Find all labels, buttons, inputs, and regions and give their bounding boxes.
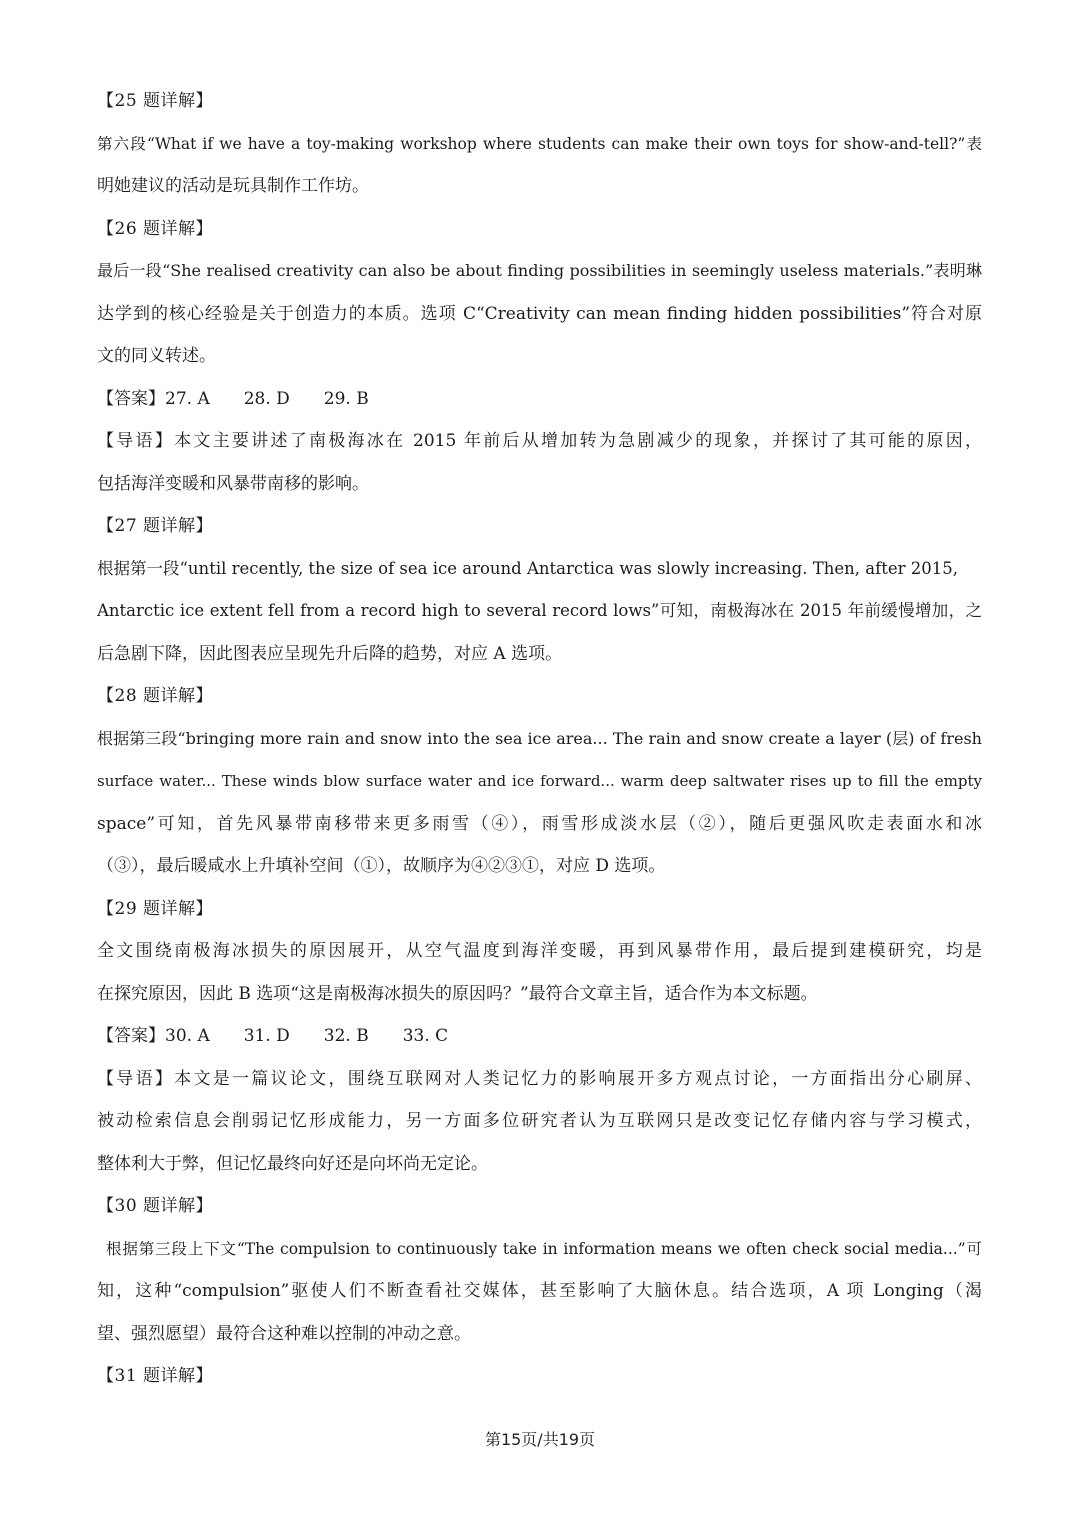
q28-heading: 【28 题详解】 [97,686,214,706]
q28-text-line: surface water... These winds blow surface water and ice forward... warm deep saltwater rises up to fill the empty [97,772,982,790]
q28-text-line: space”可知，首先风暴带南移带来更多雨雪（④），雨雪形成淡水层（②），随后更强风吹走表面水和冰 [97,813,982,834]
q30-text-line: 望、强烈愿望）最符合这种难以控制的冲动之意。 [97,1323,471,1344]
q30-text-line: 根据第三段上下文“The compulsion to continuously take in information means we often check social media...”可 [106,1239,982,1258]
q25-text-line: 第六段“What if we have a toy-making workshop where students can make their own toys for show-and-tell?”表 [97,134,982,153]
q31-heading: 【31 题详解】 [97,1366,214,1386]
document-body [97,80,982,1398]
q28-text-line: （③），最后暖咸水上升填补空间（①），故顺序为④②③①，对应 D 选项。 [97,856,666,876]
q27-text-line: 后急剧下降，因此图表应呈现先升后降的趋势，对应 A 选项。 [97,643,563,664]
q30-text-line: 知，这种“compulsion”驱使人们不断查看社交媒体，甚至影响了大脑休息。结合选项，A 项 Longing（渴 [97,1281,982,1301]
q26-text-line: 最后一段“She realised creativity can also be about finding possibilities in seemingly useless materials.”表明琳 [97,261,982,280]
intro-line: 被动检索信息会削弱记忆形成能力，另一方面多位研究者认为互联网只是改变记忆存储内容与学习模式， [97,1111,982,1131]
q26-heading: 【26 题详解】 [97,218,214,239]
q27-heading: 【27 题详解】 [97,516,214,536]
intro-line: 【导语】本文是一篇议论文，围绕互联网对人类记忆力的影响展开多方观点讨论，一方面指出分心刷屏、 [97,1068,982,1089]
q27-text-line: 根据第一段“until recently, the size of sea ice around Antarctica was slowly increasing. Then, after 2015, [97,558,958,578]
q26-text-line: 达学到的核心经验是关于创造力的本质。选项 C“Creativity can mean finding hidden possibilities”符合对原 [97,303,982,324]
q25-text-line: 明她建议的活动是玩具制作工作坊。 [97,176,369,196]
page-number: 第15页/共19页 [484,1430,596,1449]
answer-line-30-33: 【答案】30. A 31. D 32. B 33. C [97,1026,449,1046]
intro-line: 整体利大于弊，但记忆最终向好还是向坏尚无定论。 [97,1153,488,1174]
q30-heading: 【30 题详解】 [97,1196,214,1216]
q29-heading: 【29 题详解】 [97,898,214,919]
q28-text-line: 根据第三段“bringing more rain and snow into the sea ice area... The rain and snow create a layer (层) of fresh [97,728,982,748]
q27-text-line: Antarctic ice extent fell from a record high to several record lows”可知，南极海冰在 2015 年前缓慢增加，之 [97,601,982,620]
q29-text-line: 全文围绕南极海冰损失的原因展开，从空气温度到海洋变暖，再到风暴带作用，最后提到建模研究，均是 [97,941,982,961]
answer-line-27-29: 【答案】27. A 28. D 29. B [97,388,369,409]
intro-line: 【导语】本文主要讲述了南极海冰在 2015 年前后从增加转为急剧减少的现象，并探讨了其可能的原因， [97,431,982,451]
q25-heading: 【25 题详解】 [97,91,214,111]
q26-text-line: 文的同义转述。 [97,346,216,366]
q29-text-line: 在探究原因，因此 B 选项“这是南极海冰损失的原因吗？”最符合文章主旨，适合作为本文标题。 [97,983,818,1004]
intro-line: 包括海洋变暖和风暴带南移的影响。 [97,473,369,494]
